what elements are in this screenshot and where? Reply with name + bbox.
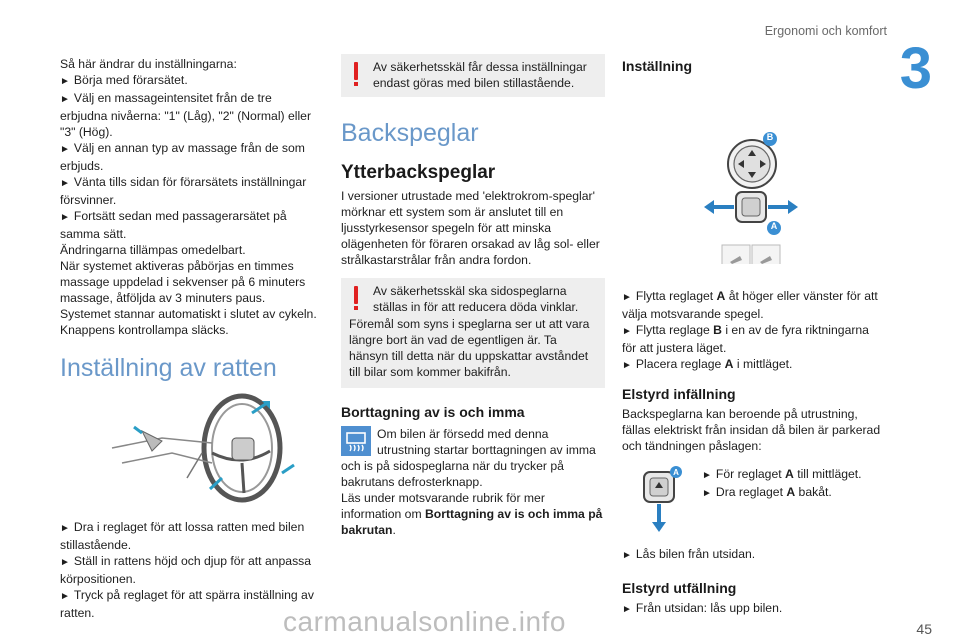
defrost-block bbox=[341, 426, 605, 538]
column-1 bbox=[60, 56, 318, 621]
step-item: ► Dra i reglaget för att lossa ratten med bilen stillastående. bbox=[60, 520, 305, 552]
fold-text: Backspeglarna kan beroende på utrustning, fällas elektriskt från insidan då bilen är parkerad och tändningen påslagen: bbox=[622, 407, 881, 453]
arrow-bullet-icon: ► bbox=[622, 360, 632, 371]
arrow-bullet-icon: ► bbox=[60, 523, 70, 534]
arrow-bullet-icon: ► bbox=[60, 144, 70, 155]
watermark: carmanualsonline.info bbox=[283, 606, 566, 637]
fold-control-illustration bbox=[632, 466, 684, 534]
arrow-bullet-icon: ► bbox=[622, 292, 632, 303]
mirrors-title: Backspeglar bbox=[341, 119, 479, 147]
arrow-bullet-icon: ► bbox=[702, 488, 712, 499]
page-number: 45 bbox=[916, 621, 932, 637]
arrow-bullet-icon: ► bbox=[622, 550, 632, 561]
step-item: ► Ställ in rattens höjd och djup för att anpassa körpositionen. bbox=[60, 554, 312, 586]
step-item: ► Tryck på reglaget för att spärra inställning av ratten. bbox=[60, 588, 314, 620]
mirror-control-illustration bbox=[622, 82, 886, 264]
unfold-title: Elstyrd utfällning bbox=[622, 580, 737, 596]
steering-title: Inställning av ratten bbox=[60, 354, 277, 382]
setting-title: Inställning bbox=[622, 58, 692, 74]
step-item: ► Lås bilen från utsidan. bbox=[622, 547, 756, 561]
step-item: ► Fortsätt sedan med passagerarsätet på samma sätt. bbox=[60, 209, 287, 241]
step-item: ► Börja med förarsätet. bbox=[60, 73, 188, 87]
step-item: ► Dra reglaget A bakåt. bbox=[702, 485, 832, 499]
arrow-bullet-icon: ► bbox=[60, 212, 70, 223]
column-2 bbox=[341, 54, 605, 538]
step-item: ► Från utsidan: lås upp bilen. bbox=[622, 601, 783, 615]
arrow-bullet-icon: ► bbox=[60, 94, 70, 105]
arrow-bullet-icon: ► bbox=[622, 326, 632, 337]
warning-exclamation-icon bbox=[353, 286, 359, 310]
warning-exclamation-icon bbox=[353, 62, 359, 86]
defrost-more: Läs under motsvarande rubrik för mer information om Borttagning av is och imma på bakrutan. bbox=[341, 491, 603, 537]
step-item: ► Välj en massageintensitet från de tre erbjudna nivåerna: "1" (Låg), "2" (Normal) eller "3" (Hög). bbox=[60, 91, 312, 139]
setting-steps bbox=[622, 288, 886, 374]
defrost-text: Om bilen är försedd med denna utrustning startar borttagningen av imma och is på sidospeglarna när du trycker på bakrutans defrosterknapp. bbox=[341, 427, 596, 489]
label-b: B bbox=[766, 132, 774, 142]
warning-body-2: Föremål som syns i speglarna ser ut att vara längre bort än vad de egentligen är. Ta hänsyn till detta när du uppskattar avståndet till bilar som kommer bakifrån. bbox=[349, 317, 590, 379]
warning-box-1 bbox=[341, 54, 605, 97]
intro-text: Så här ändrar du inställningarna: bbox=[60, 57, 237, 71]
fold-block bbox=[622, 466, 886, 534]
step-item: ► Flytta reglage B i en av de fyra riktningarna för att justera läget. bbox=[622, 323, 869, 355]
arrow-bullet-icon: ► bbox=[60, 591, 70, 602]
step-item: ► Placera reglage A i mittläget. bbox=[622, 357, 793, 371]
after-text-2: När systemet aktiveras påbörjas en timmes massage uppdelad i sekvenser på 6 minuters massage, åtföljda av 3 minuters paus. bbox=[60, 259, 306, 305]
label-a: A bbox=[770, 221, 778, 231]
after-text: Ändringarna tillämpas omedelbart. bbox=[60, 243, 246, 257]
after-text-3: Systemet stannar automatiskt i slutet av cykeln. Knappens kontrollampa släcks. bbox=[60, 307, 317, 337]
exterior-mirrors-title: Ytterbackspeglar bbox=[341, 162, 496, 183]
warning-text-2: Av säkerhetsskäl ska sidospeglarna ställas in för att reducera döda vinklar. bbox=[373, 284, 579, 314]
steering-wheel-illustration bbox=[102, 393, 318, 503]
step-item: ► Vänta tills sidan för förarsätets inställningar försvinner. bbox=[60, 175, 307, 207]
defrost-icon bbox=[341, 426, 371, 456]
arrow-bullet-icon: ► bbox=[702, 470, 712, 481]
fold-title: Elstyrd infällning bbox=[622, 386, 736, 402]
defrost-title: Borttagning av is och imma bbox=[341, 404, 525, 420]
section-title: Ergonomi och komfort bbox=[764, 24, 887, 38]
warning-box-2 bbox=[341, 278, 605, 388]
fold-steps bbox=[702, 466, 886, 502]
arrow-bullet-icon: ► bbox=[60, 178, 70, 189]
step-item: ► Välj en annan typ av massage från de som erbjuds. bbox=[60, 141, 305, 173]
svg-text:A: A bbox=[673, 468, 679, 477]
step-item: ► För reglaget A till mittläget. bbox=[702, 467, 862, 481]
exterior-text: I versioner utrustade med 'elektrokrom-speglar' mörknar ett system som är anslutet till en ljusstyrkesensor spegeln för att minska olägenheten för föraren orsakad av låg sol- eller strålkastarstrålar från andra fordon. bbox=[341, 189, 600, 267]
column-3 bbox=[622, 58, 886, 618]
arrow-bullet-icon: ► bbox=[60, 76, 70, 87]
warning-text-1: Av säkerhetsskäl får dessa inställningar endast göras med bilen stillastående. bbox=[373, 60, 587, 90]
chapter-number: 3 bbox=[899, 36, 932, 101]
step-item: ► Flytta reglaget A åt höger eller vänster för att välja motsvarande spegel. bbox=[622, 289, 878, 321]
arrow-bullet-icon: ► bbox=[622, 604, 632, 615]
arrow-bullet-icon: ► bbox=[60, 557, 70, 568]
